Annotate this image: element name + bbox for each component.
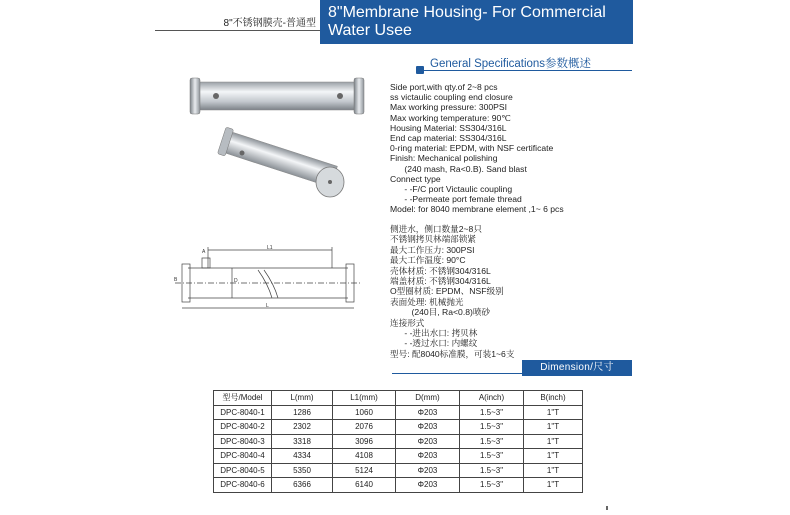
table-cell: 1"T [524, 434, 583, 449]
general-specs-heading: General Specifications参数概述 [430, 58, 592, 70]
table-row [214, 449, 583, 464]
column-header: A(inch) [460, 391, 524, 406]
table-cell: 4334 [272, 449, 333, 464]
table-cell: Φ203 [396, 449, 460, 464]
column-header: 型号/Model [214, 391, 272, 406]
table-cell: 1.5~3" [460, 405, 524, 420]
spec-chinese-line: 壳体材质: 不锈钢304/316L [390, 265, 491, 276]
table-cell: DPC-8040-6 [214, 478, 272, 493]
table-cell: Φ203 [396, 463, 460, 478]
spec-english-line: - -F/C port Victaulic coupling [390, 184, 513, 194]
table-cell: Φ203 [396, 405, 460, 420]
header-title-box [320, 0, 633, 44]
spec-chinese-line: (240目, Ra<0.8)喷砂 [390, 307, 491, 318]
membrane-housing-photo-angled [212, 125, 352, 200]
table-cell: 1"T [524, 463, 583, 478]
table-cell: DPC-8040-5 [214, 463, 272, 478]
spec-chinese-line: 表面处理: 机械抛光 [390, 296, 464, 307]
table-cell: 1"T [524, 405, 583, 420]
table-cell: 2076 [333, 420, 396, 435]
spec-chinese-line: 不锈钢拷贝林端部锁紧 [390, 234, 476, 245]
table-cell: 1.5~3" [460, 463, 524, 478]
drawing-label-d: D [234, 278, 238, 284]
spec-chinese-line: O型圈材质: EPDM、NSF级别 [390, 286, 504, 297]
table-cell: 4108 [333, 449, 396, 464]
spec-english-line: Max working temperature: 90℃ [390, 112, 511, 123]
table-cell: Φ203 [396, 420, 460, 435]
table-row [214, 420, 583, 435]
table-cell: 3318 [272, 434, 333, 449]
table-cell: 2302 [272, 420, 333, 435]
spec-chinese-line: 最大工作温度: 90°C [390, 255, 466, 266]
drawing-label-b: B [174, 277, 178, 283]
table-row [214, 405, 583, 420]
spec-chinese-line: 最大工作压力: 300PSI [390, 244, 475, 255]
table-cell: DPC-8040-4 [214, 449, 272, 464]
spec-english-line: 0-ring material: EPDM, with NSF certificate [390, 143, 554, 154]
spec-chinese-line: 连接形式 [390, 317, 425, 328]
table-cell: 1060 [333, 405, 396, 420]
column-header: L1(mm) [333, 391, 396, 406]
table-cell: DPC-8040-1 [214, 405, 272, 420]
table-header-row [214, 391, 583, 406]
header-title-line-2: Water Usee [328, 22, 412, 39]
membrane-housing-photo-horizontal [180, 72, 370, 122]
table-cell: 1.5~3" [460, 434, 524, 449]
spec-english-line: Max working pressure: 300PSI [390, 102, 508, 113]
table-cell: 1.5~3" [460, 478, 524, 493]
header-title-line-1: 8"Membrane Housing- For Commercial [328, 4, 606, 21]
table-row [214, 434, 583, 449]
dimension-heading-bar [392, 360, 632, 376]
spec-english-line: ss victaulic coupling end closure [390, 92, 513, 103]
column-header: D(mm) [396, 391, 460, 406]
housing-dimension-drawing [172, 244, 362, 312]
spec-chinese-line: 端盖材质: 不锈钢304/316L [390, 276, 491, 286]
table-cell: 1.5~3" [460, 449, 524, 464]
table-cell: 1286 [272, 405, 333, 420]
spec-chinese-line: - -透过水口: 内螺纹 [390, 338, 478, 349]
table-cell: Φ203 [396, 478, 460, 493]
page-mark [606, 506, 608, 510]
table-cell: 6366 [272, 478, 333, 493]
table-cell: 5350 [272, 463, 333, 478]
spec-english-line: Connect type [390, 173, 441, 184]
dimension-table [213, 390, 583, 493]
table-cell: DPC-8040-2 [214, 420, 272, 435]
table-cell: 1.5~3" [460, 420, 524, 435]
header-chinese-title-bar [155, 8, 320, 31]
table-cell: 5124 [333, 463, 396, 478]
table-row [214, 463, 583, 478]
table-row [214, 478, 583, 493]
spec-chinese-line: 型号: 配8040标准膜，可装1~6支 [390, 348, 515, 359]
spec-english-line: - -Permeate port female thread [390, 194, 522, 205]
drawing-label-l1: L1 [267, 245, 273, 251]
table-cell: 1"T [524, 420, 583, 435]
table-cell: DPC-8040-3 [214, 434, 272, 449]
spec-chinese-line: - -进出水口: 拷贝林 [390, 328, 478, 338]
table-cell: Φ203 [396, 434, 460, 449]
table-cell: 1"T [524, 478, 583, 493]
header-chinese-title: 8"不锈钢膜壳-普通型 [223, 18, 316, 29]
spec-english-line: (240 mash, Ra<0.B). Sand blast [390, 163, 527, 174]
drawing-label-l: L [266, 303, 269, 309]
spec-english-line: End cap material: SS304/316L [390, 133, 507, 143]
table-cell: 6140 [333, 478, 396, 493]
spec-english-line: Model: for 8040 membrane element ,1~ 6 pcs [390, 204, 564, 215]
spec-english-line: Finish: Mechanical polishing [390, 153, 498, 164]
drawing-label-a: A [202, 249, 206, 255]
spec-english-line: Housing Material: SS304/316L [390, 122, 507, 133]
spec-english-line: Side port,with qty.of 2~8 pcs [390, 82, 498, 92]
table-cell: 1"T [524, 449, 583, 464]
column-header: B(inch) [524, 391, 583, 406]
table-cell: 3096 [333, 434, 396, 449]
dimension-heading: Dimension/尺寸 [522, 360, 632, 376]
spec-chinese-line: 侧进水，侧口数量2~8只 [390, 224, 482, 234]
column-header: L(mm) [272, 391, 333, 406]
